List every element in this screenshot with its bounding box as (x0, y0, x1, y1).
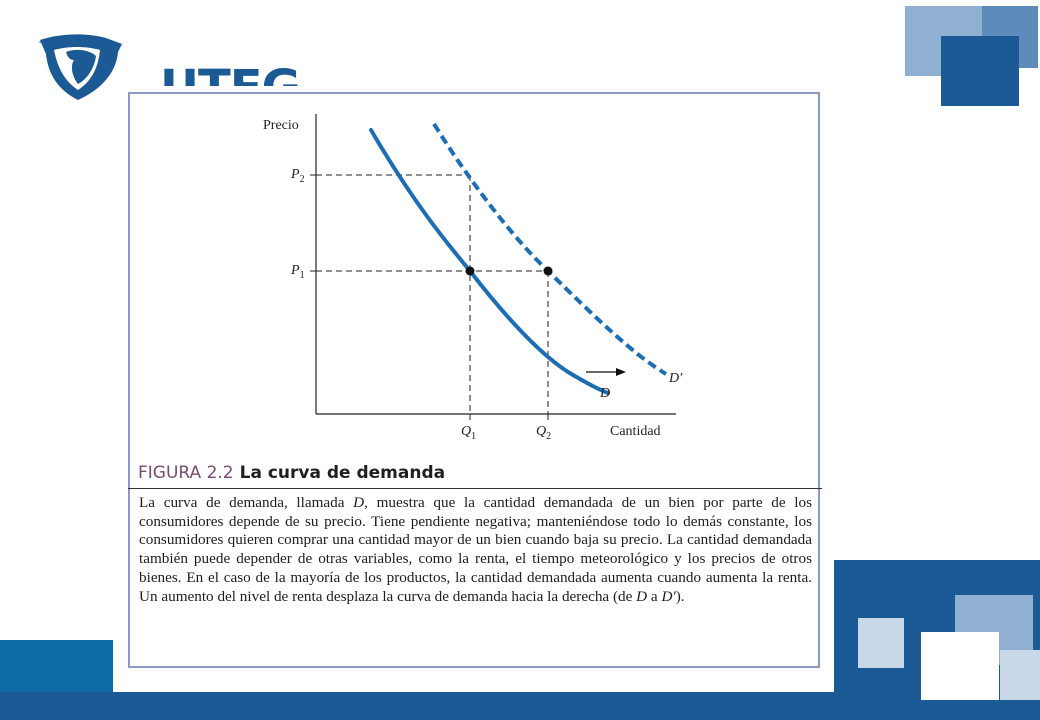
figure-title: La curva de demanda (239, 463, 446, 483)
y-tick-p1 (290, 263, 305, 281)
x-tick-q1-label: Q (461, 424, 472, 439)
x-tick-q1-sub: 1 (471, 431, 477, 442)
series-label-d-prime: D′ (669, 371, 683, 386)
demand-curve-d-prime (434, 124, 666, 374)
point-q1-p1 (466, 267, 475, 276)
decor-square-top-3 (941, 36, 1019, 106)
decor-bottom-left-light (0, 640, 130, 692)
caption-divider (128, 488, 822, 489)
x-tick-q2 (536, 424, 551, 442)
decor-square-bottom-2 (858, 618, 904, 668)
description-text-2: , muestra que la cantidad demandada de un bien por parte de los consumidores depende de su precio. Tiene pendiente negativa; manteniéndose todo lo demás constante, los consumidores quieren comprar una cantidad mayor de un bien cuando baja su precio. La cantidad demandada también puede depender de otras variables, como la renta, el tiempo meteorológico y los precios de otros bienes. En el caso de la mayoría de los productos, la cantidad demandada aumenta cuando aumenta la renta. Un aumento del nivel de renta desplaza la curva de demanda hacia la derecha (de (139, 494, 812, 605)
figure-number: FIGURA 2.2 (138, 463, 234, 483)
y-axis-label: Precio (263, 118, 299, 133)
y-tick-p2-sub: 2 (299, 174, 305, 185)
y-tick-p1-sub: 1 (299, 270, 305, 281)
decor-square-bottom-3 (921, 632, 999, 700)
description-text-3: a (647, 587, 662, 605)
demand-chart (128, 92, 820, 462)
demand-curve-d (371, 130, 608, 393)
point-q2-p1 (544, 267, 553, 276)
x-tick-q1 (461, 424, 476, 442)
description-symbol-d-1: D (353, 494, 365, 511)
x-axis-label: Cantidad (610, 424, 661, 439)
y-tick-p1-label: P (291, 263, 300, 278)
description-text-4: ). (675, 587, 685, 605)
y-tick-p2-label: P (291, 167, 300, 182)
x-tick-q2-label: Q (536, 424, 547, 439)
description-symbol-d-prime: D′ (661, 587, 676, 605)
decor-bottom-band (0, 692, 1040, 720)
figure-description (139, 494, 812, 606)
figure-caption (138, 462, 445, 484)
series-label-d: D (600, 386, 611, 401)
x-tick-q2-sub: 2 (546, 431, 552, 442)
shift-arrow-head (616, 368, 626, 376)
description-symbol-d-2: D (636, 587, 648, 605)
decor-square-bottom-4 (1000, 650, 1040, 700)
description-text-1: La curva de demanda, llamada (139, 494, 354, 511)
y-tick-p2 (290, 167, 305, 185)
